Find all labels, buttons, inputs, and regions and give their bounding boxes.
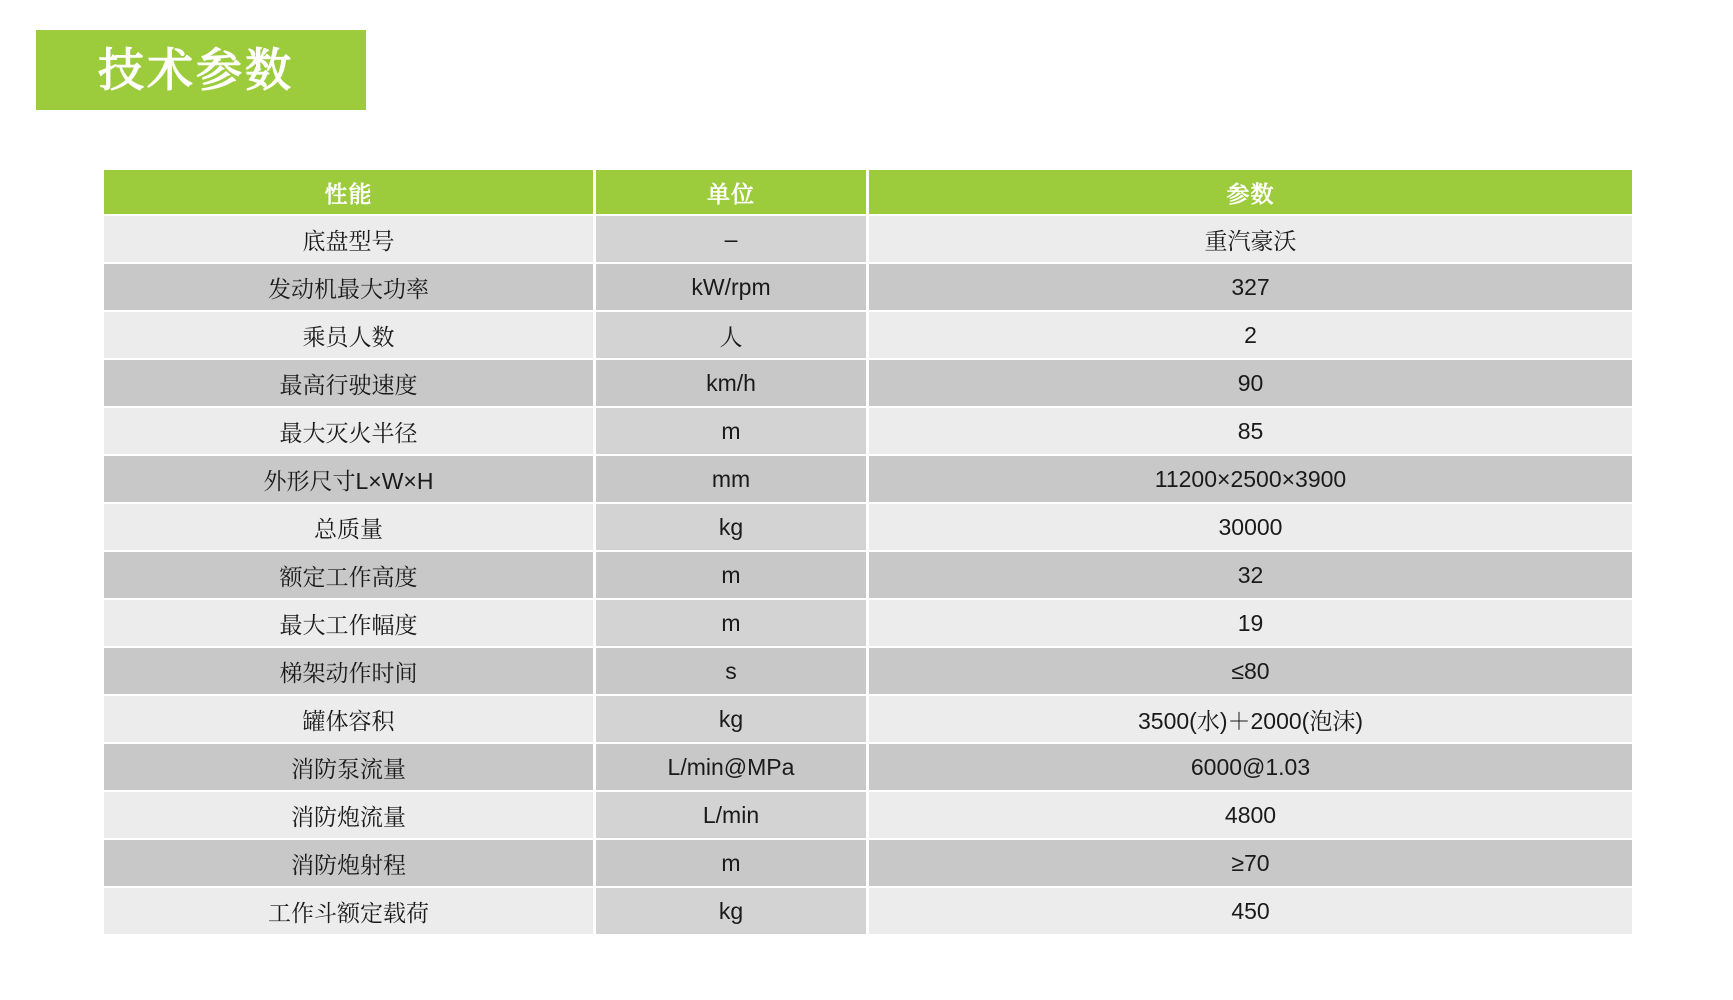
cell-parameter: 30000	[869, 503, 1632, 551]
cell-performance: 乘员人数	[104, 311, 593, 359]
cell-unit: s	[593, 647, 869, 695]
cell-parameter: ≤80	[869, 647, 1632, 695]
cell-parameter: 32	[869, 551, 1632, 599]
column-header-parameter: 参数	[869, 170, 1632, 215]
table-row	[104, 599, 1632, 647]
cell-unit: km/h	[593, 359, 869, 407]
cell-performance: 消防泵流量	[104, 743, 593, 791]
table-row	[104, 791, 1632, 839]
cell-performance: 外形尺寸L×W×H	[104, 455, 593, 503]
cell-parameter: 3500(水)＋2000(泡沫)	[869, 695, 1632, 743]
table-row	[104, 263, 1632, 311]
table-row	[104, 359, 1632, 407]
cell-unit: –	[593, 215, 869, 263]
table-body	[104, 215, 1632, 935]
cell-performance: 额定工作高度	[104, 551, 593, 599]
section-title-banner	[36, 30, 366, 110]
table-header	[104, 170, 1632, 215]
cell-unit: m	[593, 407, 869, 455]
cell-unit: kg	[593, 695, 869, 743]
cell-performance: 最大工作幅度	[104, 599, 593, 647]
table-row	[104, 215, 1632, 263]
specifications-table	[104, 170, 1632, 936]
cell-parameter: 327	[869, 263, 1632, 311]
table-row	[104, 311, 1632, 359]
cell-unit: L/min@MPa	[593, 743, 869, 791]
cell-performance: 工作斗额定载荷	[104, 887, 593, 935]
table-header-row	[104, 170, 1632, 215]
table-row	[104, 455, 1632, 503]
cell-performance: 消防炮流量	[104, 791, 593, 839]
cell-parameter: 90	[869, 359, 1632, 407]
cell-unit: m	[593, 839, 869, 887]
cell-performance: 发动机最大功率	[104, 263, 593, 311]
cell-unit: kg	[593, 503, 869, 551]
cell-performance: 最高行驶速度	[104, 359, 593, 407]
cell-performance: 总质量	[104, 503, 593, 551]
table-row	[104, 695, 1632, 743]
cell-performance: 底盘型号	[104, 215, 593, 263]
cell-unit: L/min	[593, 791, 869, 839]
page-title: 技术参数	[98, 44, 294, 96]
table-row	[104, 887, 1632, 935]
cell-parameter: 85	[869, 407, 1632, 455]
table-row	[104, 503, 1632, 551]
cell-unit: 人	[593, 311, 869, 359]
table-row	[104, 407, 1632, 455]
column-header-performance: 性能	[104, 170, 593, 215]
cell-performance: 梯架动作时间	[104, 647, 593, 695]
cell-parameter: ≥70	[869, 839, 1632, 887]
column-header-unit: 单位	[593, 170, 869, 215]
cell-parameter: 19	[869, 599, 1632, 647]
cell-unit: kW/rpm	[593, 263, 869, 311]
cell-parameter: 11200×2500×3900	[869, 455, 1632, 503]
cell-parameter: 450	[869, 887, 1632, 935]
cell-unit: kg	[593, 887, 869, 935]
cell-parameter: 重汽豪沃	[869, 215, 1632, 263]
table-row	[104, 647, 1632, 695]
cell-performance: 消防炮射程	[104, 839, 593, 887]
cell-unit: m	[593, 599, 869, 647]
table-row	[104, 743, 1632, 791]
cell-performance: 最大灭火半径	[104, 407, 593, 455]
table-row	[104, 839, 1632, 887]
cell-parameter: 4800	[869, 791, 1632, 839]
cell-parameter: 2	[869, 311, 1632, 359]
cell-unit: m	[593, 551, 869, 599]
table-row	[104, 551, 1632, 599]
cell-performance: 罐体容积	[104, 695, 593, 743]
cell-unit: mm	[593, 455, 869, 503]
cell-parameter: 6000@1.03	[869, 743, 1632, 791]
